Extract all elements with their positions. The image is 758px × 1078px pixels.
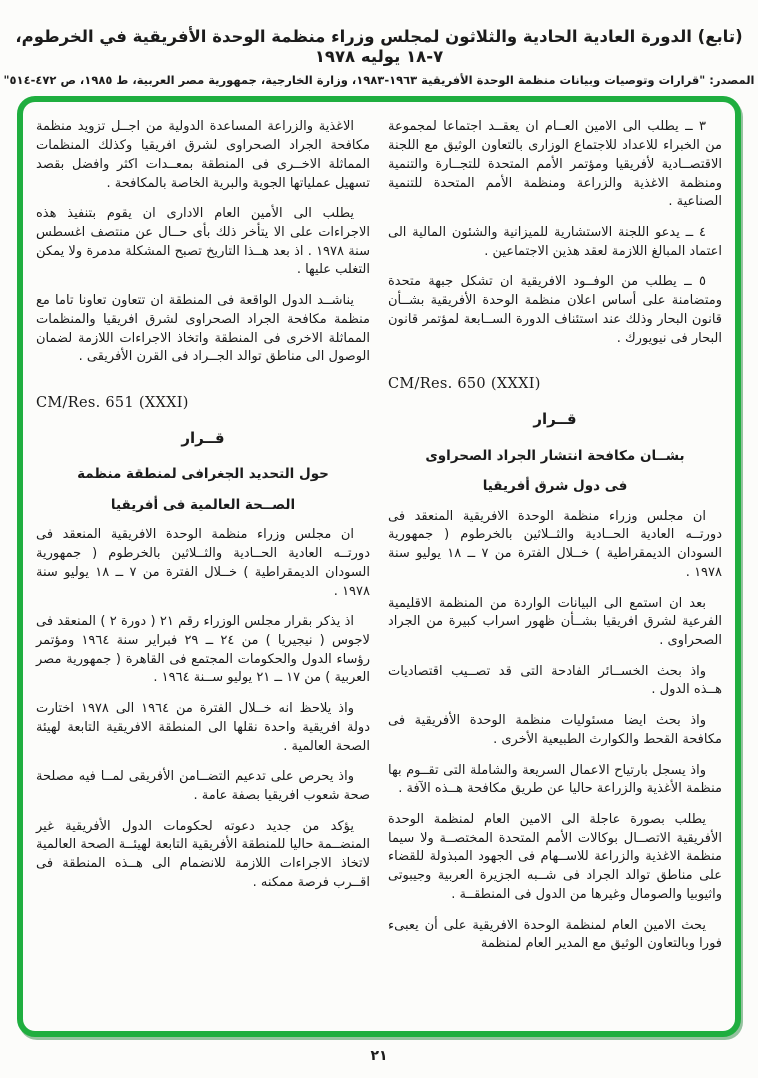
resolution-code: CM/Res. 650 (XXXI) (388, 376, 541, 393)
session-title: (تابع) الدورة العادية الحادية والثلاثون لمجلس وزراء منظمة الوحدة الأفريقية في الخرطوم، ٧-١٨ يوليه ١٩٧٨ (15, 27, 743, 66)
page-header (0, 0, 758, 87)
resolution-subtitle: فى دول شرق أفريقيا (482, 478, 628, 495)
source-citation: المصدر: "قرارات وتوصيات وبيانات منظمة الوحدة الأفريقية ١٩٦٣-١٩٨٣، وزارة الخارجية، جمهورية مصر العربية، ط ١٩٨٥، ص ٤٧٢-٥١٤" (3, 72, 755, 87)
body-paragraph: يطلب الى الأمين العام الادارى ان يقوم بتنفيذ هذه الاجراءات على الا يتأخر ذلك بأى حــال عن منتصف اغسطس سنة ١٩٧٨ . اذ بعد هــذا التاريخ تصبح المشكلة مدمرة ولا يمكن التغلب عليها . (36, 206, 371, 278)
body-paragraph: ٥ ــ يطلب من الوفــود الافريقية ان تشكل جبهة متحدة ومتضامنة على أساس اعلان منظمة الوحدة الأفريقية بشــأن قانون البحار وذلك عند استئناف الدورة الســابعة لمؤتمر قانون البحار فى نيويورك . (388, 274, 722, 346)
body-paragraph: يطلب بصورة عاجلة الى الامين العام لمنظمة الوحدة الأفريقية الاتصــال بوكالات الأمم المتحدة المختصــة ولا سيما منظمة الاغذية والزراعة للاســهام فى الجهود المبذولة للقضاء على مناطق توالد الجراد فى شــبه الجزيرة العربية وجيبوتى واثيوبيا والصومال وغيرها من الدول فى المنطقــة . (388, 811, 722, 902)
body-paragraph: يناشــد الدول الواقعة فى المنطقة ان تتعاون تعاونا تاما مع منظمة مكافحة الجراد الصحراوى لشرق افريقيا والمنظمات المماثلة الاخرى فى المنطقة واتخاذ الاجراءات اللازمة لضمان الوصول الى مناطق توالد الجــراد فى القرن الأفريقى . (36, 293, 370, 365)
body-paragraph: بعد ان استمع الى البيانات الواردة من المنظمة الاقليمية الفرعية لشرق افريقيا بشــأن ظهور اسراب كبيرة من الجراد الصحراوى . (388, 595, 722, 648)
body-paragraph: ٤ ــ يدعو اللجنة الاستشارية للميزانية والشئون المالية الى اعتماد المبالغ اللازمة لعقد هذين الاجتماعين . (388, 224, 722, 259)
body-paragraph: واذ يحرص على تدعيم التضــامن الأفريقى لمــا فيه مصلحة صحة شعوب افريقيا بصفة عامة . (36, 769, 370, 803)
body-paragraph: ٣ ــ يطلب الى الامين العــام ان يعقــد اجتماعا لمجموعة من الخبراء للاعداد للاجتماع الوزارى بالتعاون الوثيق مع اللجنة الاقتصــادية لأفريقيا ومؤتمر الأمم المتحدة للتجــارة والتنمية ومنظمة الاغذية والزراعة ومنظمة الأمم المتحدة للتنمية الصناعية . (388, 119, 722, 210)
resolution-subtitle: الصــحة العالمية فى أفريقيا (110, 496, 296, 513)
body-paragraph: ان مجلس وزراء منظمة الوحدة الافريقية المنعقد فى دورتــه العادية الحــادية والثــلاثين بالخرطوم ( جمهورية السودان الديمقراطية ) خــلال الفترة من ٧ ــ ١٨ يوليو سنة ١٩٧٨ . (36, 527, 370, 599)
column-right (388, 118, 722, 1023)
body-paragraph: واذ بحث ايضا مسئوليات منظمة الوحدة الأفريقية فى مكافحة القحط والكوارث الطبيعية الأخرى . (388, 713, 722, 747)
body-paragraph: الاغذية والزراعة المساعدة الدولية من اجــل تزويد منظمة مكافحة الجراد الصحراوى لشرق افريقيا وكذلك المنظمات المماثلة الاخــرى فى المنطقة بمعــدات اكثر وافضل بقصد تسهيل عملياتها الجوية والبرية الخاصة بالمكافحة . (36, 119, 370, 191)
body-paragraph: يحث الامين العام لمنظمة الوحدة الافريقية على أن يعبىء فورا وبالتعاون الوثيق مع المدير العام لمنظمة (388, 917, 722, 952)
body-paragraph: واذ بحث الخســائر الفادحة التى قد تصــيب اقتصاديات هــذه الدول . (388, 663, 722, 698)
content-border-frame (17, 96, 741, 1037)
resolution-subtitle: بشــان مكافحة انتشار الجراد الصحراوى (425, 447, 685, 464)
body-paragraph: اذ يذكر بقرار مجلس الوزراء رقم ٢١ ( دورة ٢ ) المنعقد فى لاجوس ( نيجيريا ) من ٢٤ ــ ٢٩ فبراير سنة ١٩٦٤ ومؤتمر رؤساء الدول والحكومات المجتمع فى القاهرة ( جمهورية مصر العربية ) من ١٧ ــ ٢١ يوليو ســنة ١٩٦٤ . (36, 614, 370, 686)
page-footer (0, 1048, 758, 1064)
resolution-code: CM/Res. 651 (XXXI) (36, 395, 189, 412)
body-paragraph: ان مجلس وزراء منظمة الوحدة الافريقية المنعقد فى دورتــه العادية الحــادية والثــلاثين بالخرطوم ( جمهورية السودان الديمقراطية ) خــلال الفترة من ٧ ــ ١٨ يوليو سنة ١٩٧٨ . (388, 508, 722, 580)
resolution-title: قــرار (533, 410, 577, 429)
page-number: ٢١ (370, 1048, 388, 1064)
resolution-title: قــرار (181, 428, 225, 447)
body-paragraph: واذ يسجل بارتياح الاعمال السريعة والشاملة التى تقــوم بها منظمة الأغذية والزراعة حاليا عن طريق مكافحة هــذه الآفة . (388, 762, 722, 797)
resolution-subtitle: حول التحديد الجغرافى لمنطقة منظمة (77, 466, 329, 483)
body-paragraph: واذ يلاحظ انه خــلال الفترة من ١٩٦٤ الى ١٩٧٨ اختارت دولة افريقية واحدة نقلها الى المنطقة الافريقية التابعة لهيئة الصحة العالمية . (36, 701, 370, 754)
column-left (36, 118, 370, 1023)
body-paragraph: يؤكد من جديد دعوته لحكومات الدول الأفريقية غير المنضــمة حاليا للمنطقة الأفريقية التابعة لهيئــة الصحة العالمية لاتخاذ الاجراءات اللازمة للانضمام الى هــذه المنطقة فى اقــرب فرصة ممكنه . (36, 818, 370, 890)
